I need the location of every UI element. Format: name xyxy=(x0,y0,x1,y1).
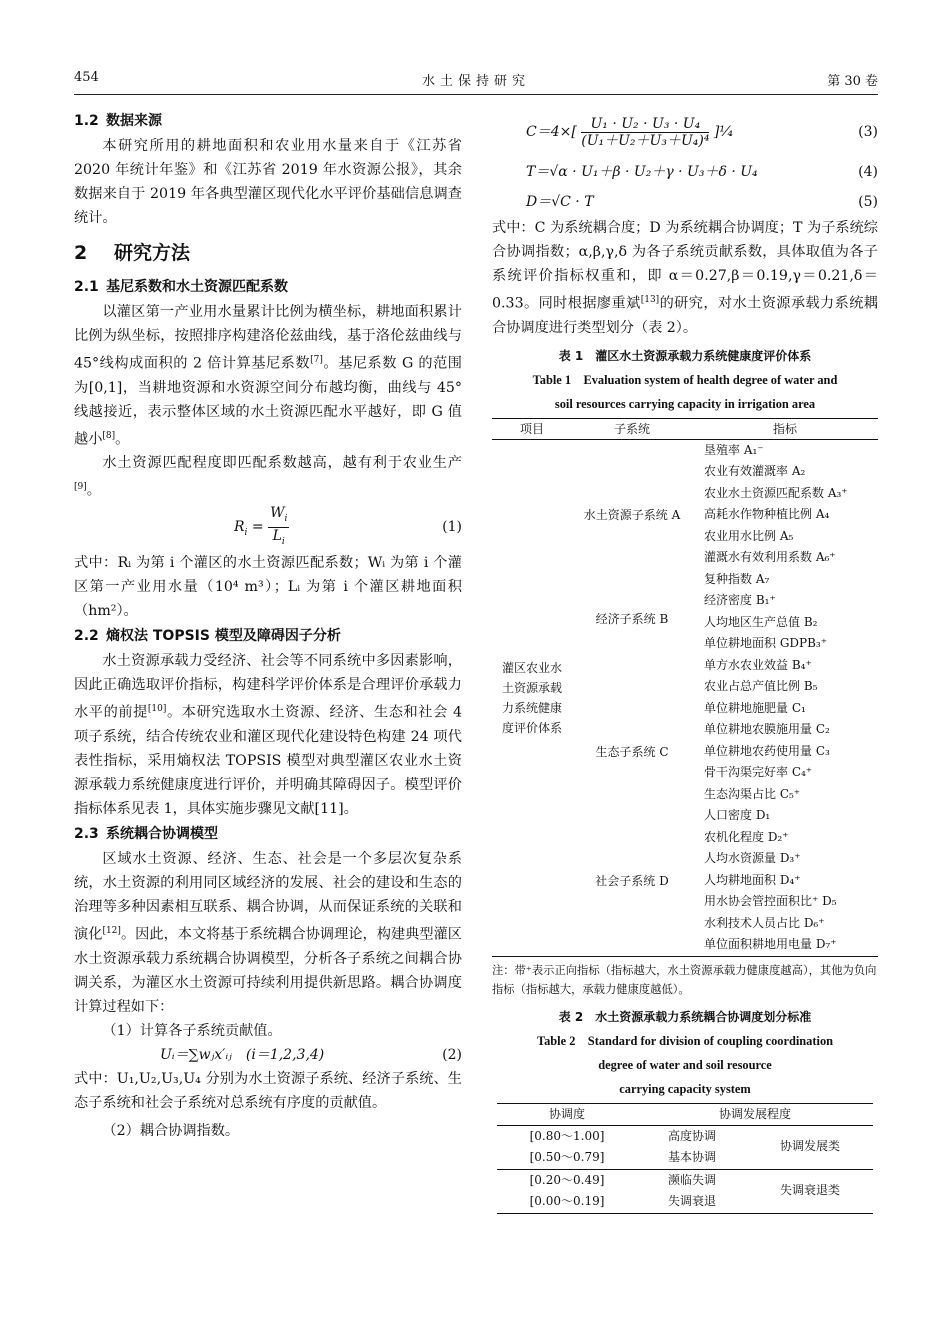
right-column xyxy=(492,110,878,1214)
paragraph: 本研究所用的耕地面积和农业用水量来自于《江苏省 2020 年统计年鉴》和《江苏省 2019 年水资源公报》，其余数据来自于 2019 年各典型灌区现代化水平评价基础信息调查统计。 xyxy=(74,138,462,226)
paragraph: 水土资源承载力受经济、社会等不同系统中多因素影响，因此正确选取评价指标，构建科学评价体系是合理评价承载力水平的前提[10]。本研究选取水土资源、经济、生态和社会 4 项子系统，结合传统农业和灌区现代化建设特色构建 24 项代表性指标，采用熵权法 TOPSIS 模型对典型灌区农业水土资源承载力系统健康度进行评价，并明确其障碍因子。模型评价指标体系见表 1，具体实施步骤见文献[11]。 xyxy=(74,653,462,817)
table2-caption-en: Table 2 Standard for division of coupling coordination xyxy=(536,1033,834,1048)
section-heading: 2.2 熵权法 TOPSIS 模型及障碍因子分析 xyxy=(74,628,341,645)
table-2 xyxy=(497,1103,873,1214)
indicator-item: 农机化程度 D₂⁺ xyxy=(704,829,789,844)
table-row xyxy=(497,1125,873,1147)
table-cell: 高度协调 xyxy=(667,1128,716,1143)
equation-description: 式中：C 为系统耦合度；D 为系统耦合协调度；T 为子系统综合协调指数；α,β,γ,δ 为各子系统贡献系数，具体取值为各子系统评价指标权重和，即 α＝0.27,β＝0.19,γ＝0.21,δ＝0.33。同时根据廖重斌[13]的研究，对水土资源承载力系统耦合协调度进行类型划分（表 2）。 xyxy=(492,220,878,336)
table1-caption-cn: 表 1 灌区水土资源承载力系统健康度评价体系 xyxy=(558,348,812,363)
table-cell-project: 灌区农业水土资源承载力系统健康度评价体系 xyxy=(501,660,562,735)
indicator-item: 农业有效灌溉率 A₂ xyxy=(704,464,806,479)
equation-description: 式中：Rᵢ 为第 i 个灌区的水土资源匹配系数；Wᵢ 为第 i 个灌区第一产业用水量（10⁴ m³）；Lᵢ 为第 i 个灌区耕地面积（hm²）。 xyxy=(74,555,462,620)
indicator-item: 单位耕地农药使用量 C₃ xyxy=(704,743,830,758)
table1-caption-en: Table 1 Evaluation system of health degree of water and xyxy=(532,372,838,387)
table-cell-subsystem: 生态子系统 C xyxy=(595,744,669,759)
indicator-item: 单方水农业效益 B₄⁺ xyxy=(704,657,812,672)
table-cell-subsystem: 经济子系统 B xyxy=(595,612,669,627)
left-column xyxy=(74,108,462,1143)
table-cell: [0.20～0.49] xyxy=(529,1172,605,1187)
table1-note: 注：带⁺表示正向指标（指标越大，水土资源承载力健康度越高），其他为负向指标（指标越大，承载力健康度越低）。 xyxy=(492,963,877,996)
indicator-item: 骨干沟渠完好率 C₄⁺ xyxy=(704,765,813,780)
equation-5: D＝√C · T (5) xyxy=(526,194,878,210)
table-header: 子系统 xyxy=(572,418,692,439)
table2-caption-cn: 表 2 水土资源承载力系统耦合协调度划分标准 xyxy=(558,1009,812,1024)
journal-title: 水土保持研究 xyxy=(421,74,530,89)
indicator-item: 单位面积耕地用电量 D₇⁺ xyxy=(704,937,837,952)
paragraph: 区域水土资源、经济、生态、社会是一个多层次复杂系统，水土资源的利用同区域经济的发展、社会的建设和生态的治理等多种因素相互联系、耦合协调，从而保证系统的关联和演化[12]。因此，本文将基于系统耦合协调理论，构建典型灌区水土资源承载力系统耦合协调模型，分析各子系统之间耦合协调关系，为灌区水土资源可持续利用提供新思路。耦合协调度计算过程如下： xyxy=(74,850,462,1015)
indicator-item: 经济密度 B₁⁺ xyxy=(704,593,776,608)
indicator-item: 单位耕地面积 GDPB₃⁺ xyxy=(704,636,828,651)
indicator-item: 农业用水比例 A₅ xyxy=(704,528,794,543)
indicator-item: 人均耕地面积 D₄⁺ xyxy=(704,872,801,887)
indicator-item: 农业占总产值比例 B₅ xyxy=(704,679,818,694)
indicator-item: 单位耕地农膜施用量 C₂ xyxy=(704,722,830,737)
table-row xyxy=(497,1169,873,1191)
equation-1: $R_i$ = $\frac{W_i}{L_i}$ (1) xyxy=(234,504,462,547)
equation-4: T＝√α · U₁＋β · U₂＋γ · U₃＋δ · U₄ (4) xyxy=(526,164,878,180)
table-row xyxy=(492,439,878,590)
section-heading: 2.1 基尼系数和水土资源匹配系数 xyxy=(74,279,288,295)
indicator-item: 生态沟渠占比 C₅⁺ xyxy=(704,786,801,801)
table-cell: [0.80～1.00] xyxy=(529,1128,605,1143)
table-header: 指标 xyxy=(692,418,878,439)
table1-caption-en: soil resources carrying capacity in irrigation area xyxy=(554,396,816,411)
indicator-item: 用水协会管控面积比⁺ D₅ xyxy=(704,894,837,909)
table-header: 协调度 xyxy=(497,1103,637,1125)
table-header: 协调发展程度 xyxy=(637,1103,873,1125)
indicator-item: 复种指数 A₇ xyxy=(704,571,770,586)
indicator-item: 人口密度 D₁ xyxy=(704,808,771,823)
table-cell: [0.50～0.79] xyxy=(497,1147,637,1169)
section-heading: 2.3 系统耦合协调模型 xyxy=(74,825,218,842)
equation-2: Uᵢ＝∑wⱼx′ᵢⱼ (i＝1,2,3,4) (2) xyxy=(160,1046,462,1063)
indicator-item: 农业水土资源匹配系数 A₃⁺ xyxy=(704,485,848,500)
section-heading: 2 研究方法 xyxy=(74,242,191,264)
equation-description: 式中：U₁,U₂,U₃,U₄ 分别为水土资源子系统、经济子系统、生态子系统和社会子系统对总系统有序度的贡献值。 xyxy=(74,1070,462,1111)
table-cell: 失调衰退 xyxy=(667,1194,716,1209)
indicator-item: 垦殖率 A₁⁻ xyxy=(704,442,764,457)
header-rule xyxy=(74,94,878,95)
table-cell: [0.00～0.19] xyxy=(529,1194,605,1209)
table-header: 项目 xyxy=(492,418,572,439)
page-number: 454 xyxy=(74,70,99,85)
table-cell: 失调衰退类 xyxy=(779,1183,840,1198)
indicator-item: 人均地区生产总值 B₂ xyxy=(704,614,818,629)
indicator-item: 人均水资源量 D₃⁺ xyxy=(704,851,801,866)
table-cell-subsystem: 社会子系统 D xyxy=(595,873,669,888)
indicator-item: 高耗水作物种植比例 A₄ xyxy=(704,507,830,522)
paragraph: 水土资源匹配程度即匹配系数越高，越有利于农业生产[9]。 xyxy=(74,455,462,500)
table2-caption-en: degree of water and soil resource xyxy=(598,1057,772,1072)
indicator-item: 灌溉水有效利用系数 A₆⁺ xyxy=(704,550,836,565)
indicator-item: 单位耕地施肥量 C₁ xyxy=(704,700,806,715)
table-cell: 濒临失调 xyxy=(667,1172,716,1187)
table-cell-subsystem: 水土资源子系统 A xyxy=(583,508,681,523)
step-label: （1）计算各子系统贡献值。 xyxy=(102,1022,282,1039)
running-header xyxy=(74,70,878,92)
table-1 xyxy=(492,418,878,957)
table2-caption-en: carrying capacity system xyxy=(619,1081,751,1096)
table-cell: 基本协调 xyxy=(637,1147,747,1169)
equation-3: C＝4×[ $\frac{\text{U₁ · U₂ · U₃ · U₄}}{\text{(U₁＋U₂＋U₃＋U₄)⁴}}$ ]¹⁄₄ (3) xyxy=(526,115,878,149)
table-cell: 协调发展类 xyxy=(747,1125,873,1169)
volume-label: 第 30 卷 xyxy=(827,74,878,89)
indicator-item: 水利技术人员占比 D₆⁺ xyxy=(704,915,825,930)
paragraph: 以灌区第一产业用水量累计比例为横坐标，耕地面积累计比例为纵坐标，按照排序构建洛伦兹曲线，基于洛伦兹曲线与 45°线构成面积的 2 倍计算基尼系数[7]。基尼系数 G 的范围为[0,1]，当耕地资源和水资源空间分布越均衡，曲线与 45°线越接近，表示整体区域的水土资源匹配水平越好，即 G 值越小[8]。 xyxy=(74,304,462,448)
step-label: （2）耦合协调指数。 xyxy=(102,1122,240,1139)
section-heading: 1.2 数据来源 xyxy=(74,113,162,129)
